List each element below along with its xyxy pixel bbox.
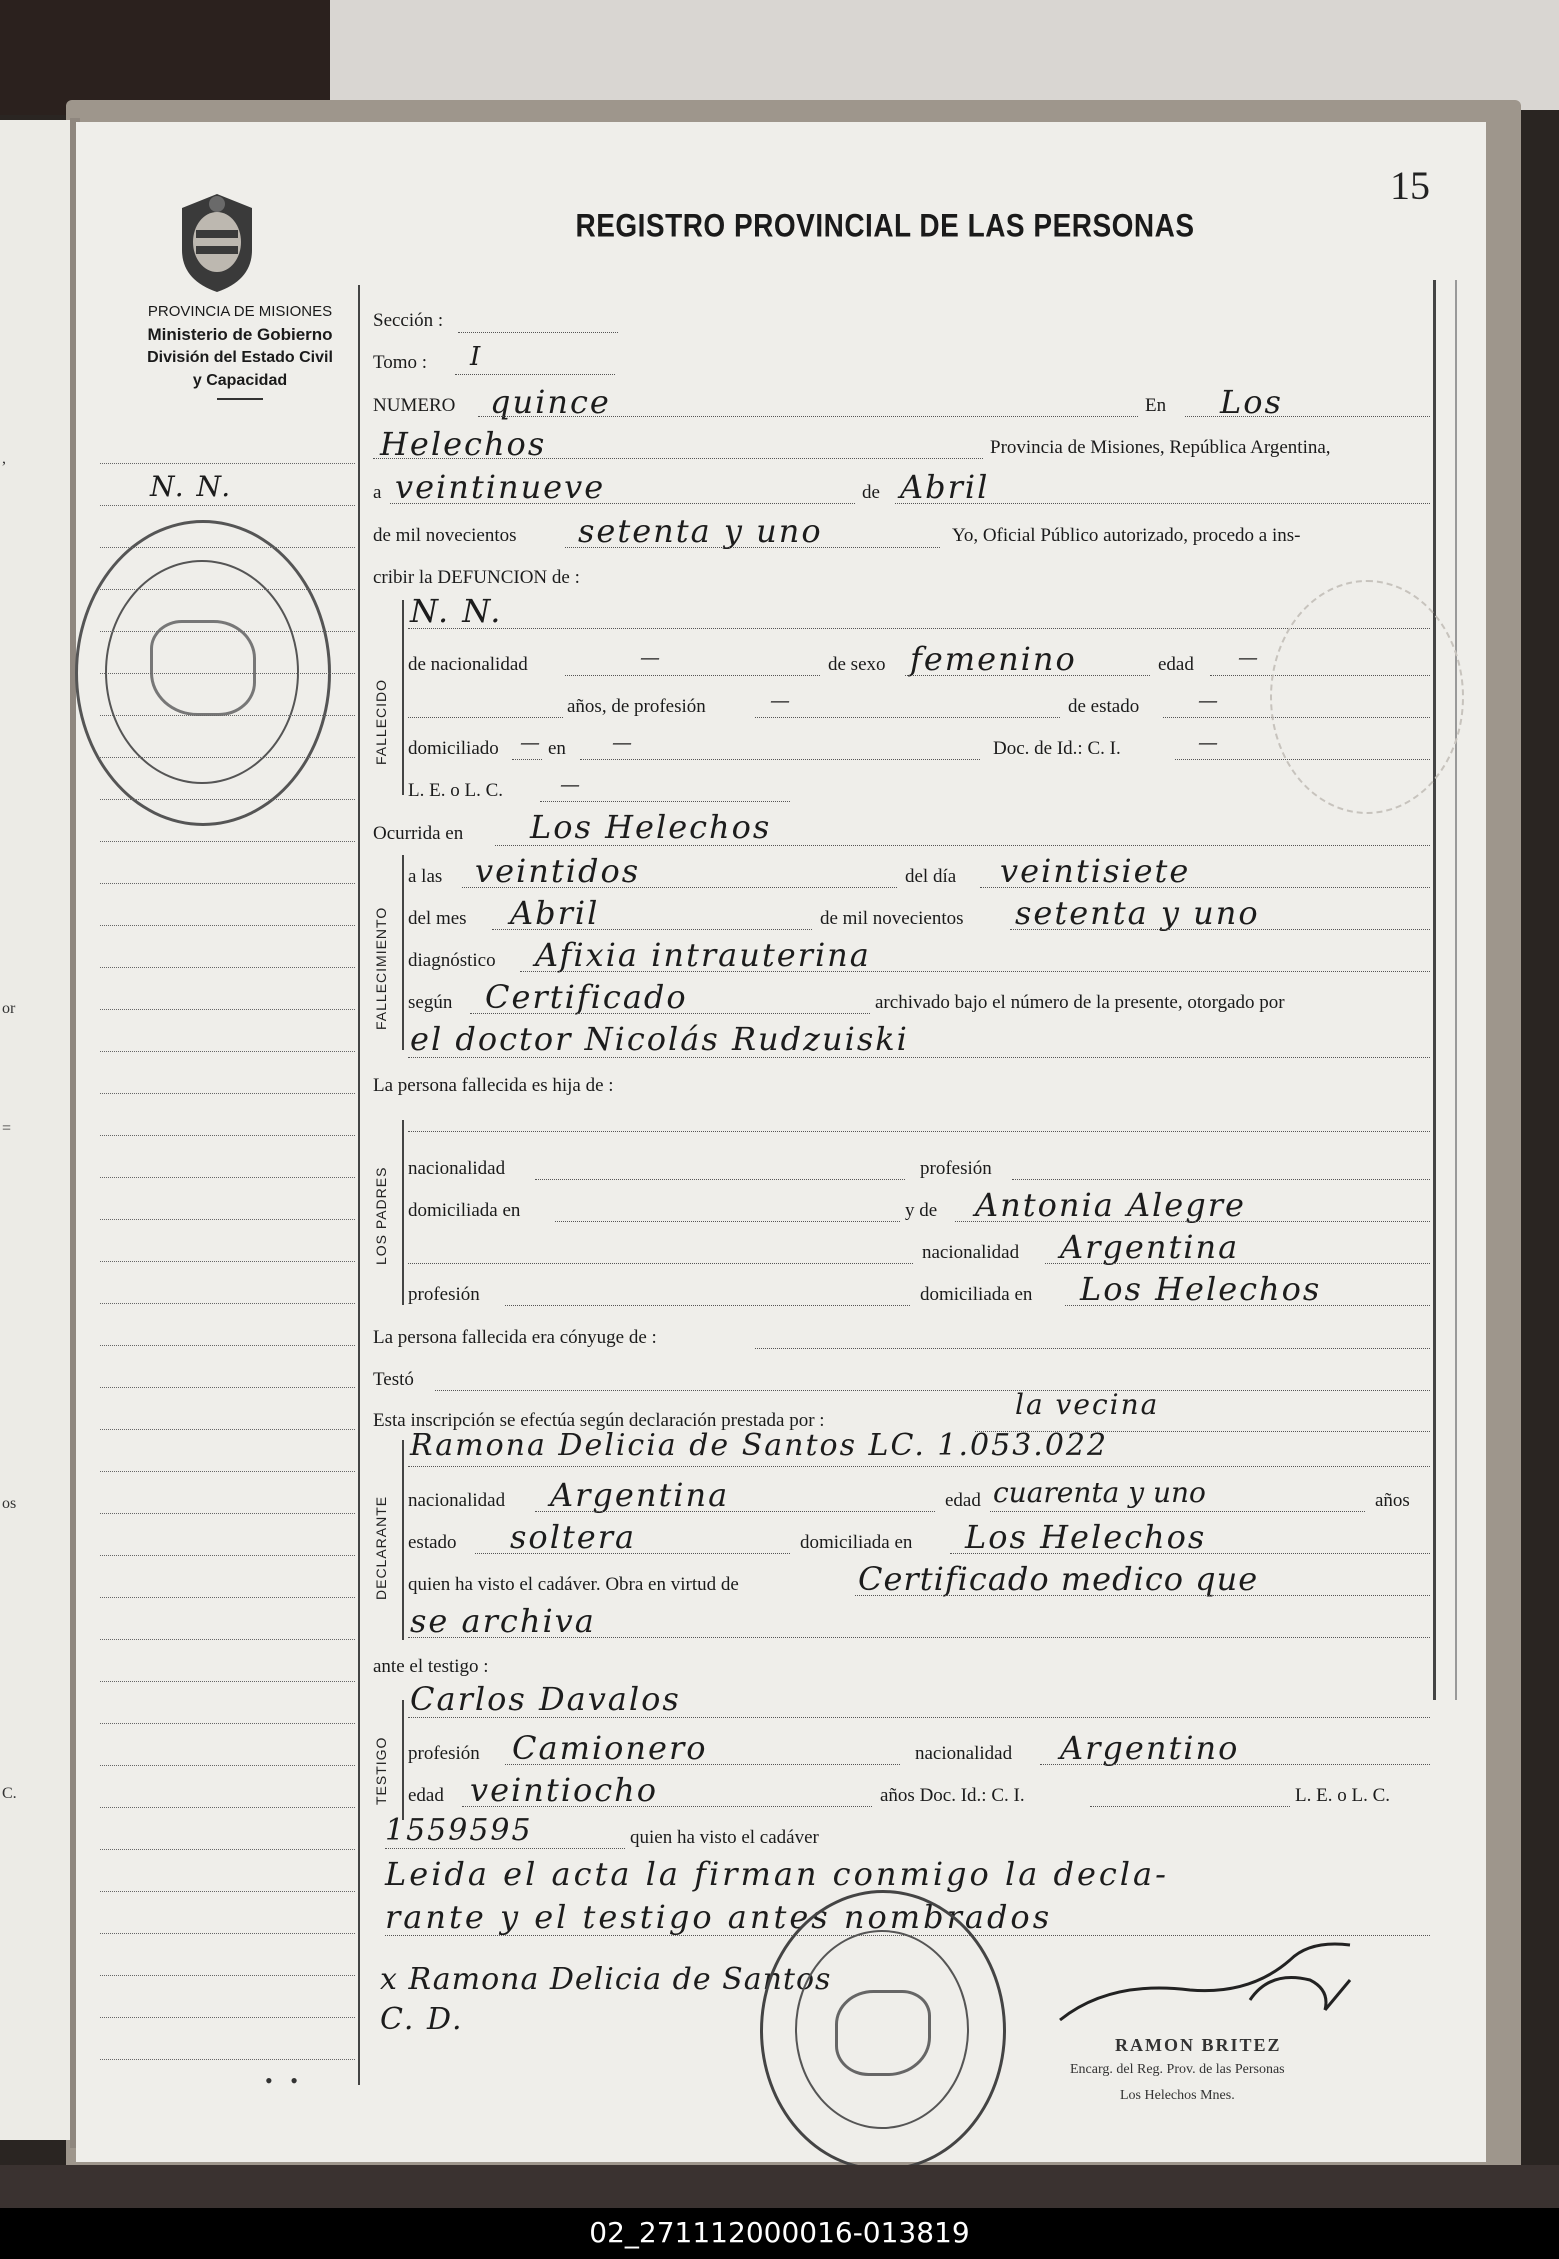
anio-value: setenta y uno <box>578 512 823 550</box>
background-dark-corner <box>0 0 330 115</box>
provincia-label: Provincia de Misiones, República Argentina, <box>990 437 1331 458</box>
left-column-rule <box>100 589 355 590</box>
footer-id: 02_271112000016-013819 <box>589 2216 970 2249</box>
margin-note: N. N. <box>150 470 233 503</box>
estado-value: — <box>1198 688 1220 712</box>
del-dia-label: del día <box>905 866 957 887</box>
right-border-2 <box>1455 280 1457 1700</box>
sexo-line <box>905 675 1150 676</box>
obra2-line <box>408 1637 1430 1638</box>
dia-value: veintinueve <box>395 468 606 506</box>
fallecimiento-bracket <box>402 855 404 1050</box>
padre-domicilio-line <box>555 1221 900 1222</box>
declarante-line <box>408 1466 1430 1467</box>
left-stamp-emblem-icon <box>150 620 256 716</box>
domiciliado-value: — <box>520 730 542 754</box>
archivado-label: archivado bajo el número de la presente, otorgado por <box>875 992 1285 1013</box>
madre-nacionalidad-line <box>1045 1263 1430 1264</box>
hora-line <box>462 887 897 888</box>
left-column-rule <box>100 1471 355 1472</box>
left-page-fragment: C. <box>2 1785 17 1802</box>
left-column-rule <box>100 1723 355 1724</box>
left-column-rule <box>100 1765 355 1766</box>
t-le-lc-label: L. E. o L. C. <box>1295 1785 1390 1806</box>
footer-bar <box>0 2208 1559 2259</box>
t-doc-line <box>1090 1806 1290 1807</box>
fallecido-bracket <box>402 600 404 795</box>
t-edad-label: edad <box>408 1785 444 1806</box>
anio-line <box>565 547 940 548</box>
left-page-fragment: , <box>2 450 6 467</box>
domicilio-en-line <box>580 759 980 760</box>
t-anos-doc-label: años Doc. Id.: C. I. <box>880 1785 1025 1806</box>
dia-line <box>390 503 855 504</box>
page-title: REGISTRO PROVINCIAL DE LAS PERSONAS <box>575 207 1195 244</box>
declarante-value: Ramona Delicia de Santos LC. 1.053.022 <box>410 1428 1109 1463</box>
domiciliado-line <box>512 759 542 760</box>
nombre-line <box>408 628 1430 629</box>
anio-fallec-line <box>1010 929 1430 930</box>
domicilio-en-value: — <box>612 730 634 754</box>
a-label: a <box>373 482 382 503</box>
localidad-line <box>373 458 983 459</box>
faint-stamp <box>1270 580 1464 814</box>
declarante-bracket <box>402 1440 404 1640</box>
dia-fallec-line <box>980 887 1430 888</box>
left-column-rule <box>100 967 355 968</box>
d-nacionalidad-line <box>535 1511 935 1512</box>
section-testigo: TESTIGO <box>373 1736 389 1805</box>
left-column-rule <box>100 1177 355 1178</box>
le-lc-line <box>540 801 790 802</box>
hija-de-label: La persona fallecida es hija de : <box>373 1075 614 1096</box>
d-nacionalidad-value: Argentina <box>550 1476 730 1514</box>
diagnostico-label: diagnóstico <box>408 950 496 971</box>
ante-testigo-label: ante el testigo : <box>373 1656 489 1677</box>
left-column-rule <box>100 1009 355 1010</box>
ocurrida-label: Ocurrida en <box>373 823 464 844</box>
obra2-value: se archiva <box>410 1602 596 1640</box>
bottom-stamp-emblem-icon <box>835 1990 931 2076</box>
tomo-line <box>455 374 615 375</box>
hora-value: veintidos <box>475 852 641 890</box>
t-profesion-value: Camionero <box>512 1729 708 1767</box>
left-column-rule <box>100 505 355 506</box>
padre-nacionalidad-line <box>535 1179 905 1180</box>
d-nacionalidad-label: nacionalidad <box>408 1490 506 1511</box>
left-column-rule <box>100 883 355 884</box>
madre-domicilio-value: Los Helechos <box>1080 1270 1322 1308</box>
de-mil2-label: de mil novecientos <box>820 908 964 929</box>
conyuge-line <box>755 1348 1430 1349</box>
y-de-label: y de <box>905 1200 938 1221</box>
tomo-value: I <box>470 342 483 372</box>
left-column-rule <box>100 841 355 842</box>
t-nacionalidad-value: Argentino <box>1060 1729 1240 1767</box>
left-column-rule <box>100 925 355 926</box>
sexo-value: femenino <box>910 640 1077 678</box>
left-column-rule <box>100 1303 355 1304</box>
le-lc-label: L. E. o L. C. <box>408 780 503 801</box>
dots-decoration: • • <box>265 2068 304 2093</box>
left-page-edge <box>0 120 74 2140</box>
left-column-rule <box>100 1093 355 1094</box>
nacionalidad-line <box>565 675 820 676</box>
mes-line <box>895 503 1430 504</box>
t-profesion-line <box>505 1764 900 1765</box>
nacionalidad-value: — <box>640 645 662 669</box>
left-column-rule <box>100 1513 355 1514</box>
de-estado-label: de estado <box>1068 696 1140 717</box>
t-quien-label: quien ha visto el cadáver <box>630 1827 819 1848</box>
column-divider <box>358 285 360 2085</box>
d-estado-label: estado <box>408 1532 457 1553</box>
madre-value: Antonia Alegre <box>975 1186 1246 1224</box>
de-sexo-label: de sexo <box>828 654 886 675</box>
d-domicilio-value: Los Helechos <box>965 1518 1207 1556</box>
padre-profesion-line <box>1012 1179 1430 1180</box>
testigo-bracket <box>402 1700 404 1820</box>
madre-domicilio-line <box>1065 1305 1430 1306</box>
d-edad-value: cuarenta y uno <box>993 1476 1206 1509</box>
segun-value: Certificado <box>485 978 688 1016</box>
numero-value: quince <box>490 383 611 421</box>
d-edad-label: edad <box>945 1490 981 1511</box>
de-label: de <box>862 482 880 503</box>
domiciliado-label: domiciliado <box>408 738 499 759</box>
left-column-rule <box>100 1933 355 1934</box>
padre-nacionalidad-label: nacionalidad <box>408 1158 506 1179</box>
numero-line <box>478 416 1138 417</box>
firma-testigo: C. D. <box>380 2002 464 2037</box>
bottom-shadow <box>0 2165 1559 2210</box>
en-line <box>1185 416 1430 417</box>
d-domicilio-line <box>950 1553 1430 1554</box>
mes-fallec-line <box>492 929 812 930</box>
left-column-rule <box>100 631 355 632</box>
left-column-rule <box>100 1261 355 1262</box>
left-column-rule <box>100 463 355 464</box>
madre-line <box>955 1221 1430 1222</box>
header-dash <box>217 398 263 400</box>
left-column-rule <box>100 1387 355 1388</box>
left-page-fragment: or <box>2 1000 16 1017</box>
left-column-rule <box>100 1429 355 1430</box>
doctor-value: el doctor Nicolás Rudzuiski <box>410 1020 909 1058</box>
diagnostico-line <box>520 971 1430 972</box>
esta-inscripcion-label: Esta inscripción se efectúa según declaración prestada por : <box>373 1410 825 1431</box>
t-profesion-label: profesión <box>408 1743 480 1764</box>
t-edad-value: veintiocho <box>470 1771 659 1809</box>
testigo-value: Carlos Davalos <box>410 1680 681 1718</box>
doc-id-label: Doc. de Id.: C. I. <box>993 738 1121 759</box>
madre-domicilio-label: domiciliada en <box>920 1284 1033 1305</box>
left-column-rule <box>100 673 355 674</box>
ocurrida-value: Los Helechos <box>530 808 772 846</box>
padre-profesion-label: profesión <box>920 1158 992 1179</box>
segun-label: según <box>408 992 453 1013</box>
left-column-rule <box>100 547 355 548</box>
t-doc-value: 1559595 <box>385 1813 533 1848</box>
le-lc-value: — <box>560 772 582 796</box>
diagnostico-value: Afixia intrauterina <box>535 936 871 974</box>
official-signature-icon <box>1050 1920 1390 2050</box>
testigo-line <box>408 1717 1430 1718</box>
conyuge-label: La persona fallecida era cónyuge de : <box>373 1327 657 1348</box>
seccion-label: Sección : <box>373 310 444 331</box>
numero-label: NUMERO <box>373 395 456 416</box>
left-column-rule <box>100 1891 355 1892</box>
t-nacionalidad-line <box>1040 1764 1430 1765</box>
doctor-line <box>408 1057 1430 1058</box>
madre-profesion-line <box>505 1305 910 1306</box>
page-number: 15 <box>1390 163 1430 208</box>
de-nacionalidad-label: de nacionalidad <box>408 654 528 675</box>
doc-id-value: — <box>1198 730 1220 754</box>
yo-label: Yo, Oficial Público autorizado, procedo a ins- <box>952 525 1301 546</box>
profesion-line <box>755 717 1060 718</box>
segun-line <box>470 1013 870 1014</box>
edad-value: — <box>1238 645 1260 669</box>
left-column-rule <box>100 2059 355 2060</box>
left-column-rule <box>100 1681 355 1682</box>
left-page-fragment: os <box>2 1495 17 1512</box>
left-column-rule <box>100 1051 355 1052</box>
en-value: Los <box>1220 383 1283 421</box>
left-column-rule <box>100 1975 355 1976</box>
t-doc-number-line <box>385 1848 625 1849</box>
padre-domicilio-label: domiciliada en <box>408 1200 521 1221</box>
edad-label: edad <box>1158 654 1194 675</box>
testo-label: Testó <box>373 1369 414 1390</box>
section-fallecido: FALLECIDO <box>373 678 389 765</box>
localidad-value: Helechos <box>380 425 547 463</box>
d-estado-value: soltera <box>510 1518 637 1556</box>
edad-years-line <box>408 717 563 718</box>
ministry-label: Ministerio de Gobierno <box>147 325 333 344</box>
obra-value: Certificado medico que <box>858 1560 1259 1598</box>
quien-visto-label: quien ha visto el cadáver. Obra en virtud de <box>408 1574 739 1595</box>
en-lower-label: en <box>548 738 566 759</box>
division-label: División del Estado Civil <box>147 349 333 366</box>
left-page-fragment: = <box>2 1120 12 1137</box>
left-header <box>100 300 380 400</box>
madre-nacionalidad-label: nacionalidad <box>922 1242 1020 1263</box>
de-mil-label: de mil novecientos <box>373 525 517 546</box>
nombre-value: N. N. <box>410 592 503 630</box>
right-border <box>1433 280 1436 1700</box>
left-column-rule <box>100 1639 355 1640</box>
d-domiciliada-label: domiciliada en <box>800 1532 913 1553</box>
anos-profesion-label: años, de profesión <box>567 696 706 717</box>
left-column-rule <box>100 2017 355 2018</box>
left-column-rule <box>100 1597 355 1598</box>
left-column-rule <box>100 1345 355 1346</box>
cierre-line-1: Leida el acta la firman conmigo la decla- <box>385 1855 1169 1893</box>
madre-profesion-label: profesión <box>408 1284 480 1305</box>
section-padres: LOS PADRES <box>373 1166 389 1265</box>
section-declarante: DECLARANTE <box>373 1495 389 1600</box>
left-column-rule <box>100 715 355 716</box>
division-label-2: y Capacidad <box>192 372 288 389</box>
obra-line <box>855 1595 1430 1596</box>
cierre-line-2: rante y el testigo antes nombrados <box>385 1898 1053 1936</box>
t-edad-line <box>462 1806 872 1807</box>
mes-fallec-value: Abril <box>510 894 600 932</box>
del-mes-label: del mes <box>408 908 467 929</box>
ocurrida-line <box>495 845 1430 846</box>
mes-value: Abril <box>900 468 990 506</box>
testo-line <box>435 1390 1430 1391</box>
tomo-label: Tomo : <box>373 352 428 373</box>
province-label: PROVINCIA DE MISIONES <box>147 303 333 320</box>
inscribir-label: cribir la DEFUNCION de : <box>373 567 580 588</box>
madre-nacionalidad-value: Argentina <box>1060 1228 1240 1266</box>
seccion-line <box>458 332 618 333</box>
left-column-rule <box>100 1555 355 1556</box>
d-anos-label: años <box>1375 1490 1410 1511</box>
profesion-value: — <box>770 688 792 712</box>
anio-fallec-value: setenta y uno <box>1015 894 1260 932</box>
section-fallecimiento: FALLECIMIENTO <box>373 906 389 1030</box>
declarante-intro-value: la vecina <box>1015 1388 1160 1421</box>
left-column-rule <box>100 1219 355 1220</box>
coat-of-arms-icon <box>172 190 262 295</box>
left-column-rule <box>100 1135 355 1136</box>
padre-line <box>408 1131 1430 1132</box>
firma-declarante: x Ramona Delicia de Santos <box>380 1962 832 1997</box>
d-edad-line <box>990 1511 1365 1512</box>
left-column-rule <box>100 757 355 758</box>
t-nacionalidad-label: nacionalidad <box>915 1743 1013 1764</box>
a-las-label: a las <box>408 866 443 887</box>
d-estado-line <box>475 1553 790 1554</box>
official-location: Los Helechos Mnes. <box>1120 2088 1235 2103</box>
left-column-rule <box>100 799 355 800</box>
left-column-rule <box>100 1849 355 1850</box>
dia-fallec-value: veintisiete <box>1000 852 1191 890</box>
left-column-rule <box>100 1807 355 1808</box>
padres-blank-line <box>408 1263 913 1264</box>
official-title: Encarg. del Reg. Prov. de las Personas <box>1070 2062 1285 2077</box>
en-label: En <box>1145 395 1167 416</box>
padres-bracket <box>402 1120 404 1305</box>
official-name: RAMON BRITEZ <box>1115 2035 1282 2055</box>
